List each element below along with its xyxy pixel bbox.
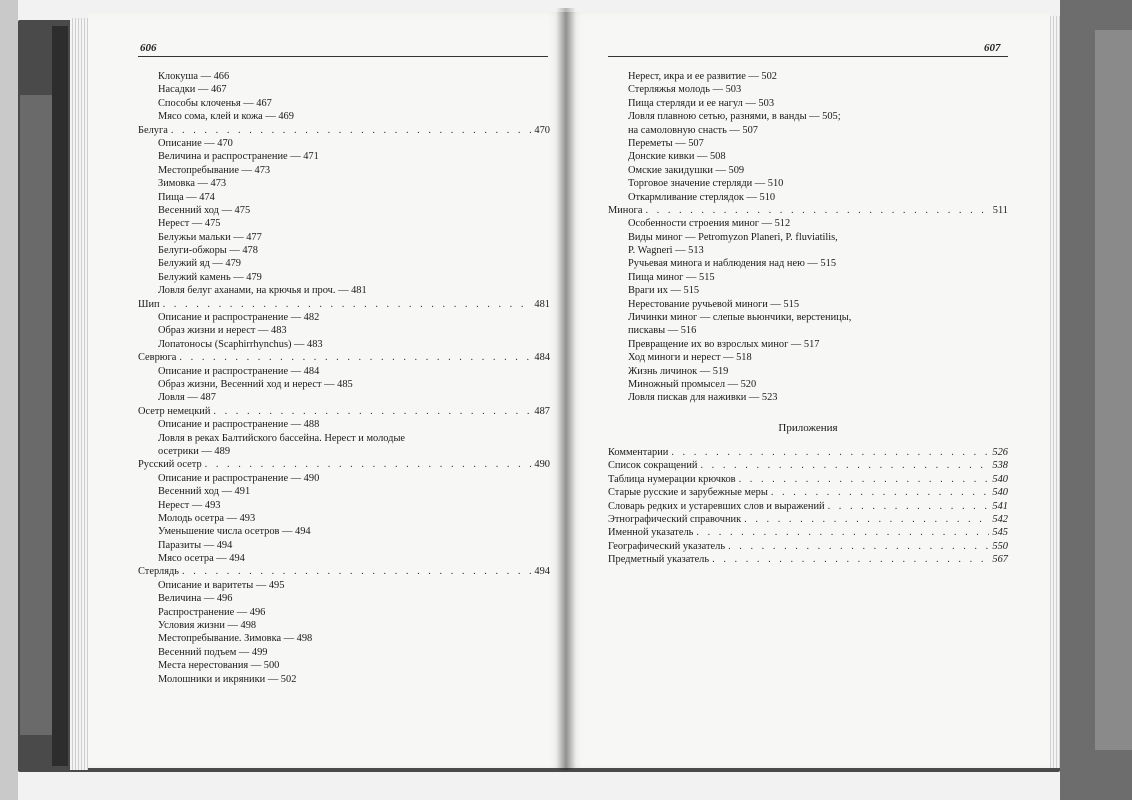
left-page-number: 606 (140, 42, 157, 54)
entry-text: Особенности строения миног — 512 (628, 218, 791, 230)
dot-leader (739, 473, 990, 486)
subsection-entry (138, 445, 550, 458)
entry-text: Белужьи мальки — 477 (158, 231, 262, 243)
dot-leader (744, 513, 989, 526)
entry-text: Величина — 496 (158, 593, 233, 605)
entry-text: Предметный указатель (608, 554, 710, 566)
subsection-entry (138, 83, 550, 96)
entry-text: Образ жизни и нерест — 483 (158, 325, 287, 337)
book-cover-inner (52, 26, 68, 766)
entry-text: Местопребывание. Зимовка — 498 (158, 633, 313, 645)
entry-text: Географический указатель (608, 540, 726, 552)
subsection-entry (608, 177, 1008, 190)
subsection-entry (138, 137, 550, 150)
subsection-entry (608, 217, 1008, 230)
entry-text: Торговое значение стерляди — 510 (628, 178, 784, 190)
book-gutter (556, 8, 576, 770)
entry-page-number: 511 (992, 204, 1008, 216)
subsection-entry (138, 552, 550, 565)
subsection-entry (138, 164, 550, 177)
subsection-entry (608, 150, 1008, 163)
subsection-entry (138, 217, 550, 230)
entry-text: Стерлядь (138, 566, 179, 578)
subsection-entry (138, 673, 550, 686)
entry-page-number: 494 (534, 566, 550, 578)
subsection-entry (138, 525, 550, 538)
dot-leader (696, 526, 989, 539)
subsection-entry (608, 70, 1008, 83)
dot-leader (163, 298, 532, 311)
dot-leader (700, 459, 989, 472)
dot-leader (182, 565, 531, 578)
entry-text: Превращение их во взрослых миног — 517 (628, 338, 820, 350)
right-contents-list (608, 70, 1008, 405)
header-rule (138, 56, 548, 57)
entry-text: Описание и распространение — 490 (158, 472, 320, 484)
subsection-entry (138, 191, 550, 204)
appendix-entry (608, 526, 1008, 539)
entry-text: Таблица нумерации крючков (608, 473, 736, 485)
section-entry (608, 204, 1008, 217)
entry-page-number: 540 (992, 487, 1008, 499)
entry-text: Русский осетр (138, 459, 202, 471)
entry-text: Нерест — 475 (158, 218, 221, 230)
subsection-entry (138, 311, 550, 324)
entry-text: Виды миног — Petromyzon Planeri, P. fluviatilis, (628, 231, 838, 243)
appendix-list (608, 446, 1008, 567)
entry-page-number: 540 (992, 473, 1008, 485)
appendix-entry (608, 473, 1008, 486)
dot-leader (213, 405, 531, 418)
dot-leader (645, 204, 989, 217)
dot-leader (205, 458, 532, 471)
entry-text: Откармливание стерлядок — 510 (628, 191, 776, 203)
entry-text: пискавы — 516 (628, 325, 697, 337)
entry-text: Враги их — 515 (628, 285, 700, 297)
entry-text: Условия жизни — 498 (158, 620, 257, 632)
subsection-entry (608, 311, 1008, 324)
section-entry (138, 458, 550, 471)
entry-text: Омские закидушки — 509 (628, 164, 745, 176)
subsection-entry (608, 391, 1008, 404)
subsection-entry (608, 271, 1008, 284)
entry-text: Ручьевая минога и наблюдения над нею — 515 (628, 258, 837, 270)
appendix-entry (608, 446, 1008, 459)
entry-page-number: 481 (534, 298, 550, 310)
subsection-entry (138, 244, 550, 257)
entry-text: Весенний подъем — 499 (158, 646, 268, 658)
entry-text: Переметы — 507 (628, 137, 704, 149)
dot-leader (771, 486, 990, 499)
subsection-entry (138, 378, 550, 391)
entry-text: Пища миног — 515 (628, 271, 715, 283)
entry-page-number: 526 (992, 447, 1008, 458)
entry-text: Лопатоносы (Scaphirrhynchus) — 483 (158, 338, 323, 350)
appendix-entry (608, 459, 1008, 472)
entry-page-number: 470 (534, 124, 550, 136)
subsection-entry (138, 97, 550, 110)
entry-text: Миножный промысел — 520 (628, 378, 757, 390)
dot-leader (728, 540, 989, 553)
section-entry (138, 124, 550, 137)
entry-text: Описание — 470 (158, 137, 233, 149)
entry-text: Паразиты — 494 (158, 539, 233, 551)
subsection-entry (138, 365, 550, 378)
entry-text: Именной указатель (608, 527, 694, 539)
entry-text: Этнографический справочник (608, 513, 742, 525)
entry-page-number: 541 (992, 500, 1008, 512)
entry-text: Белуга (138, 124, 168, 136)
subsection-entry (138, 659, 550, 672)
section-entry (138, 351, 550, 364)
entry-text: Описание и распространение — 482 (158, 312, 320, 324)
subsection-entry (608, 124, 1008, 137)
entry-text: Белуги-обжоры — 478 (158, 245, 258, 257)
entry-text: Местопребывание — 473 (158, 164, 271, 176)
entry-text: на самоловную снасть — 507 (628, 124, 759, 136)
appendix-entry (608, 553, 1008, 566)
subsection-entry (138, 271, 550, 284)
dot-leader (712, 553, 989, 566)
entry-text: Уменьшение числа осетров — 494 (158, 526, 311, 538)
subsection-entry (138, 539, 550, 552)
section-entry (138, 565, 550, 578)
subsection-entry (138, 432, 550, 445)
entry-text: Ловля плавною сетью, разнями, в ванды — 505; (628, 111, 841, 123)
entry-text: Зимовка — 473 (158, 178, 227, 190)
entry-page-number: 550 (992, 540, 1008, 552)
entry-page-number: 567 (992, 554, 1008, 566)
subsection-entry (608, 298, 1008, 311)
entry-text: Нерест, икра и ее развитие — 502 (628, 71, 778, 82)
dot-leader (671, 446, 989, 459)
entry-text: Весенний ход — 491 (158, 486, 251, 498)
subsection-entry (138, 204, 550, 217)
subsection-entry (608, 244, 1008, 257)
entry-text: Старые русские и зарубежные меры (608, 487, 768, 499)
left-page-edges (70, 18, 88, 770)
entry-text: осетрики — 489 (158, 445, 231, 457)
subsection-entry (608, 191, 1008, 204)
subsection-entry (138, 619, 550, 632)
entry-text: Нерестование ручьевой миноги — 515 (628, 298, 800, 310)
dot-leader (828, 500, 990, 513)
appendix-entry (608, 540, 1008, 553)
subsection-entry (138, 338, 550, 351)
entry-text: Описание и распространение — 488 (158, 419, 320, 431)
entry-text: Мясо осетра — 494 (158, 553, 245, 565)
entry-text: Молошники и икряники — 502 (158, 673, 297, 685)
subsection-entry (608, 284, 1008, 297)
subsection-entry (138, 512, 550, 525)
subsection-entry (138, 418, 550, 431)
entry-text: Весенний ход — 475 (158, 204, 251, 216)
left-page (88, 12, 566, 768)
subsection-entry (608, 257, 1008, 270)
background-strip (0, 0, 18, 800)
entry-text: Места нерестования — 500 (158, 660, 280, 672)
entry-text: Клокуша — 466 (158, 71, 230, 82)
right-page-edges (1050, 16, 1060, 768)
subsection-entry (138, 485, 550, 498)
entry-text: Пища стерляди и ее нагул — 503 (628, 97, 775, 109)
entry-text: Пища — 474 (158, 191, 215, 203)
subsection-entry (608, 351, 1008, 364)
subsection-entry (138, 150, 550, 163)
entry-text: Стерляжья молодь — 503 (628, 84, 742, 96)
section-entry (138, 405, 550, 418)
appendix-entry (608, 486, 1008, 499)
subsection-entry (138, 391, 550, 404)
entry-text: Распространение — 496 (158, 606, 266, 618)
subsection-entry (138, 257, 550, 270)
entry-text: Описание и распространение — 484 (158, 365, 320, 377)
dot-leader (179, 351, 531, 364)
left-contents-list (138, 70, 550, 686)
section-entry (138, 298, 550, 311)
entry-text: Ход миноги и нерест — 518 (628, 352, 752, 364)
entry-text: Минога (608, 204, 643, 216)
appendix-entry (608, 500, 1008, 513)
entry-text: Ловля в реках Балтийского бассейна. Нерест и молодые (158, 432, 406, 444)
entry-text: Мясо сома, клей и кожа — 469 (158, 111, 294, 123)
subsection-entry (138, 177, 550, 190)
background-band (1095, 30, 1132, 750)
subsection-entry (608, 137, 1008, 150)
entry-page-number: 490 (534, 459, 550, 471)
entry-text: Способы клоченья — 467 (158, 97, 272, 109)
entry-text: Насадки — 467 (158, 84, 227, 96)
entry-page-number: 538 (992, 460, 1008, 472)
entry-text: Нерест — 493 (158, 499, 221, 511)
subsection-entry (608, 110, 1008, 123)
subsection-entry (608, 164, 1008, 177)
entry-page-number: 484 (534, 352, 550, 364)
subsection-entry (138, 324, 550, 337)
entry-text: Образ жизни, Весенний ход и нерест — 485 (158, 378, 353, 390)
entry-text: Жизнь личинок — 519 (628, 365, 729, 377)
subsection-entry (138, 70, 550, 83)
subsection-entry (138, 284, 550, 297)
entry-text: Шип (138, 298, 160, 310)
subsection-entry (138, 110, 550, 123)
subsection-entry (138, 646, 550, 659)
appendix-entry (608, 513, 1008, 526)
appendix-title: Приложения (778, 422, 838, 434)
entry-text: Белужий яд — 479 (158, 258, 241, 270)
entry-text: Осетр немецкий (138, 405, 211, 417)
subsection-entry (138, 499, 550, 512)
subsection-entry (138, 632, 550, 645)
right-page-number: 607 (984, 42, 1001, 54)
entry-text: Ловля пискав для наживки — 523 (628, 392, 778, 404)
header-rule (608, 56, 1008, 57)
entry-text: Величина и распространение — 471 (158, 151, 319, 163)
subsection-entry (138, 472, 550, 485)
subsection-entry (608, 338, 1008, 351)
subsection-entry (138, 606, 550, 619)
subsection-entry (608, 83, 1008, 96)
subsection-entry (608, 365, 1008, 378)
dot-leader (171, 124, 532, 137)
right-page (566, 12, 1050, 768)
subsection-entry (608, 378, 1008, 391)
entry-text: Ловля белуг аханами, на крючья и проч. — 481 (158, 285, 367, 297)
subsection-entry (138, 579, 550, 592)
subsection-entry (608, 324, 1008, 337)
subsection-entry (138, 231, 550, 244)
entry-page-number: 542 (992, 513, 1008, 525)
entry-text: Белужий камень — 479 (158, 271, 262, 283)
entry-text: Описание и варитеты — 495 (158, 579, 285, 591)
entry-text: Севрюга (138, 352, 177, 364)
entry-text: Список сокращений (608, 460, 698, 472)
entry-text: P. Wagneri — 513 (628, 245, 704, 257)
entry-text: Молодь осетра — 493 (158, 512, 256, 524)
entry-page-number: 487 (534, 405, 550, 417)
entry-page-number: 545 (992, 527, 1008, 539)
entry-text: Ловля — 487 (158, 392, 216, 404)
entry-text: Комментарии (608, 447, 669, 458)
subsection-entry (608, 231, 1008, 244)
book-cover-edge (20, 95, 52, 735)
subsection-entry (608, 97, 1008, 110)
entry-text: Личинки миног — слепые вьюнчики, верстеницы, (628, 312, 852, 324)
subsection-entry (138, 592, 550, 605)
entry-text: Словарь редких и устаревших слов и выражений (608, 500, 825, 512)
entry-text: Донские кивки — 508 (628, 151, 726, 163)
